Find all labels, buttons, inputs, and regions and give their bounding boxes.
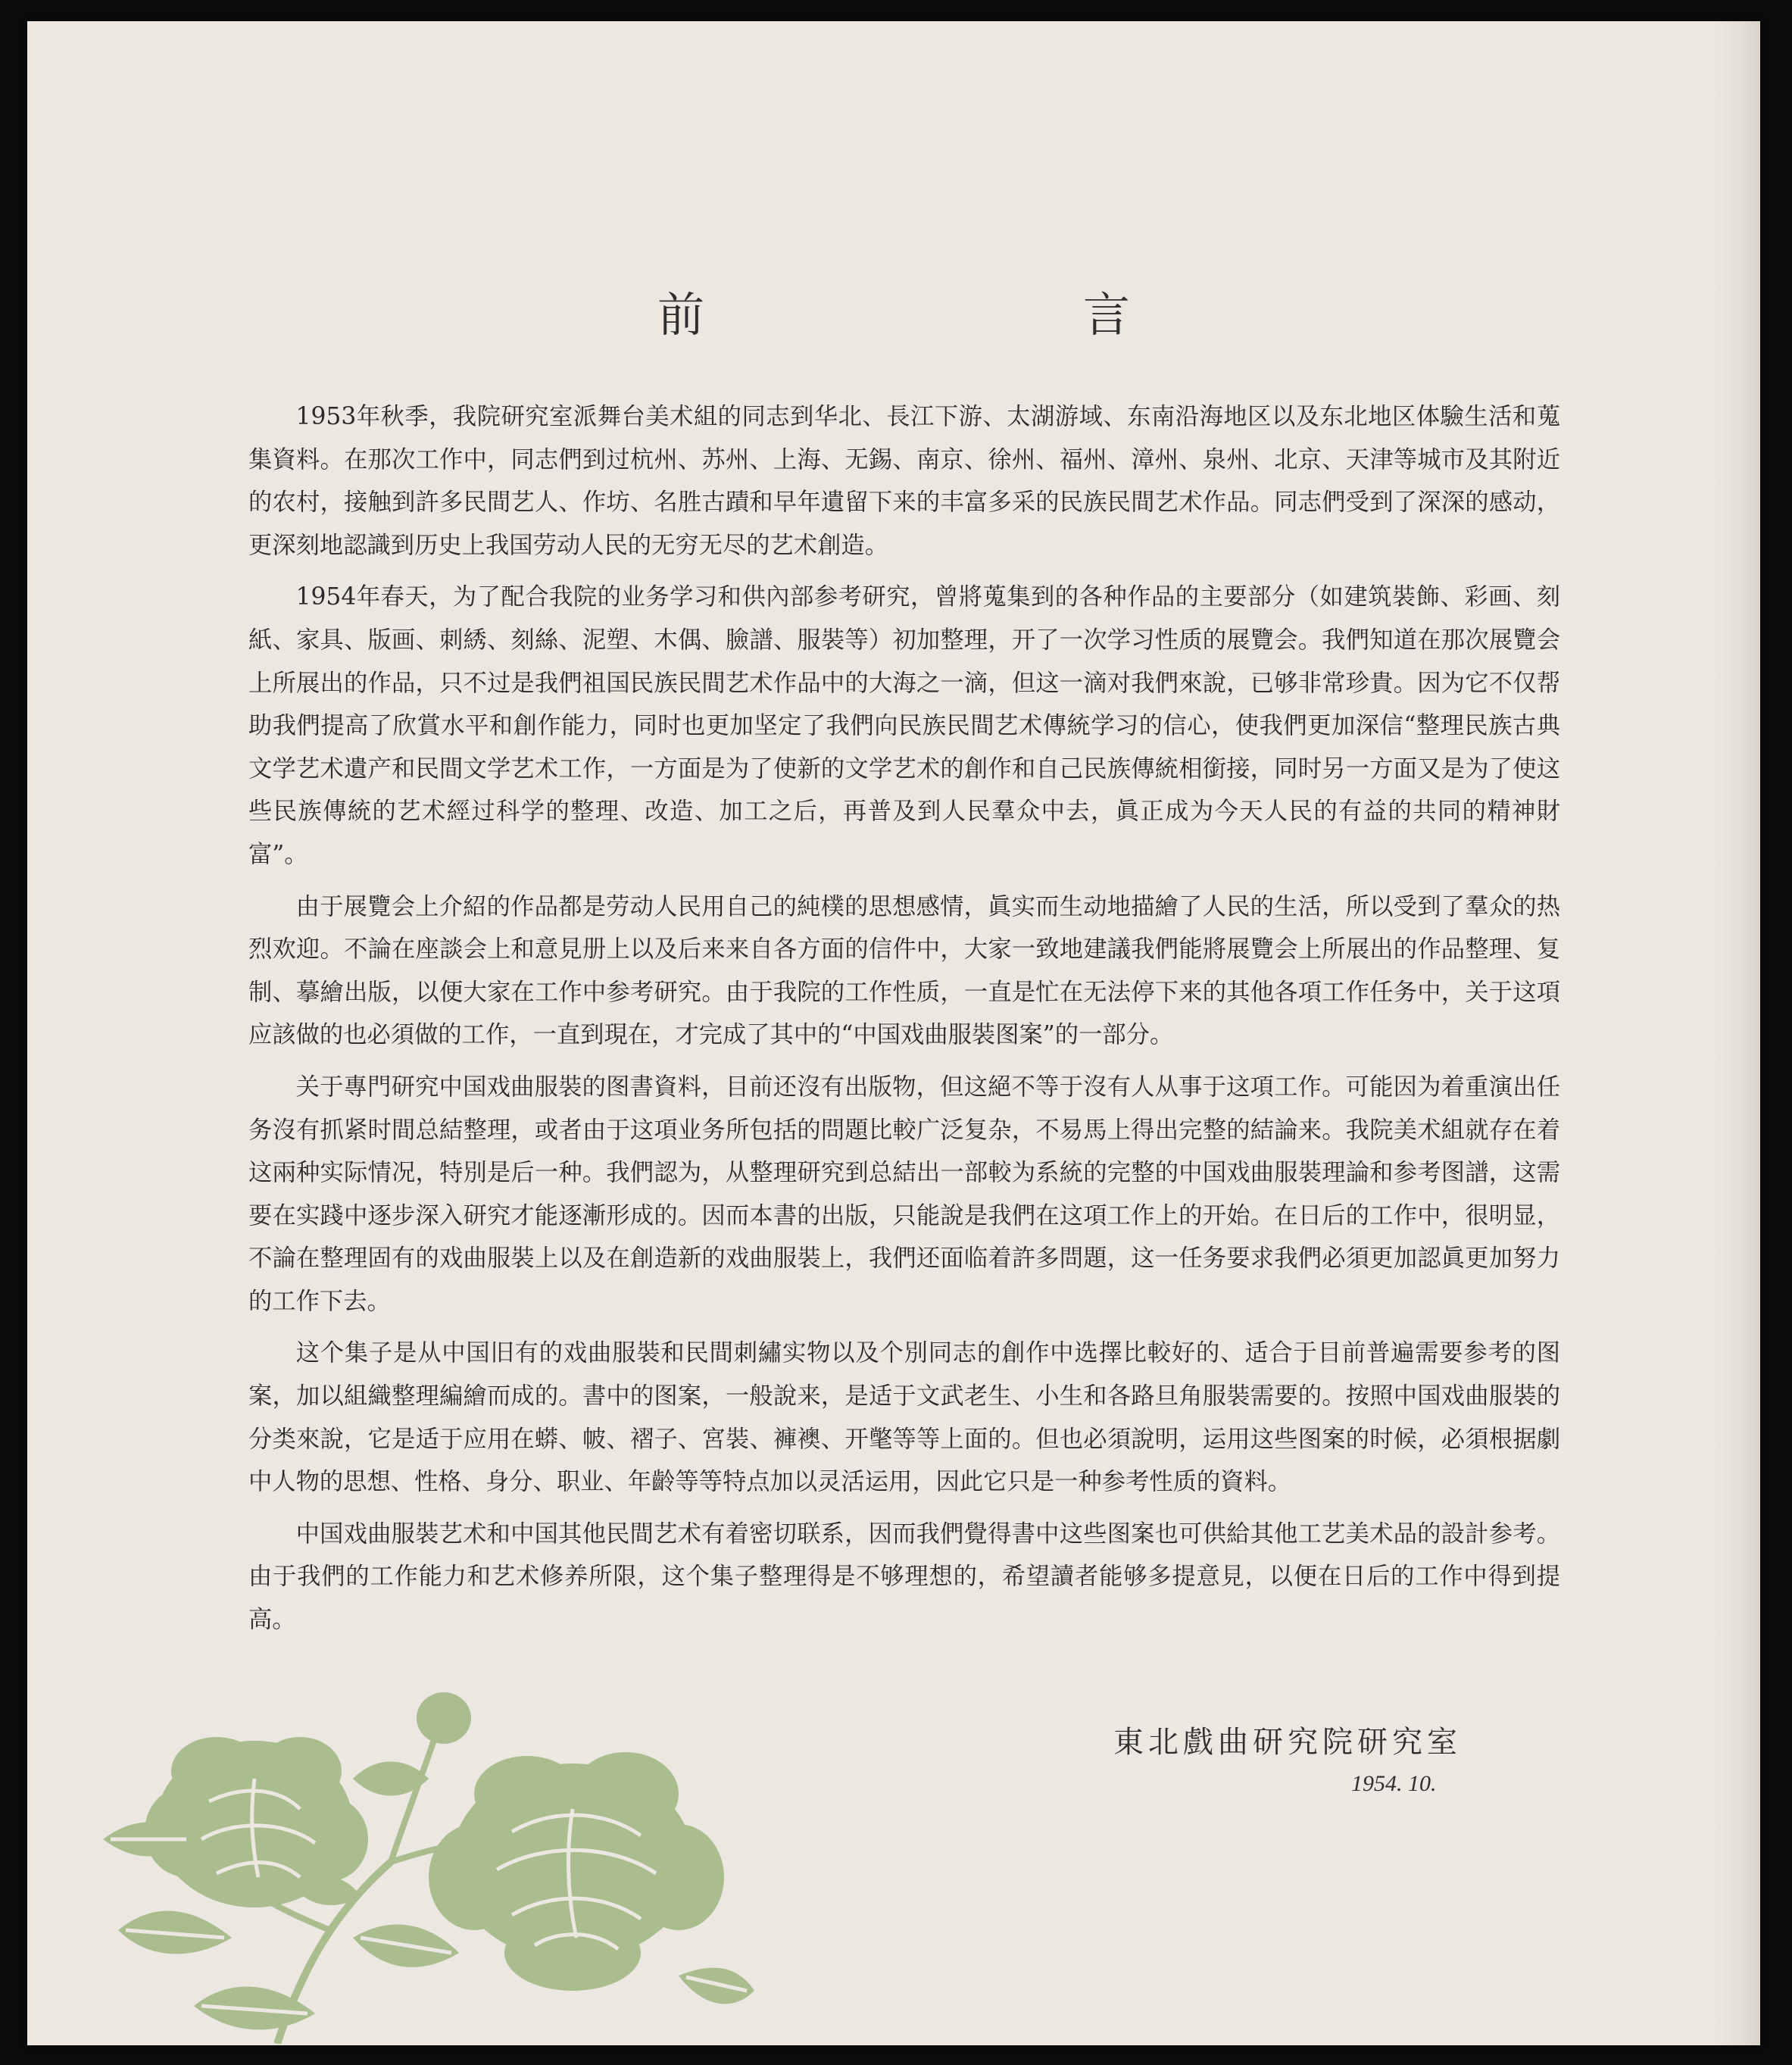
signature-date: 1954. 10. bbox=[1351, 1771, 1437, 1796]
paragraph-4: 关于專門研究中国戏曲服裝的图書資料，目前还沒有出版物，但这絕不等于沒有人从事于这項工作。可能因为着重演出任务沒有抓紧时間总結整理，或者由于这項业务所包括的問題比較广泛复杂，不易馬上得出完整的結論来。我院美术組就存在着这兩种实际情况，特別是后一种。我們認为，从整理研究到总結出一部較为系統的完整的中国戏曲服裝理論和参考图譜，这需要在实踐中逐步深入研究才能逐漸形成的。因而本書的出版，只能說是我們在这項工作上的开始。在日后的工作中，很明显，不論在整理固有的戏曲服裝上以及在創造新的戏曲服裝上，我們还面临着許多問題，这一任务要求我們必須更加認眞更加努力的工作下去。 bbox=[248, 1073, 1560, 1315]
paragraph-6: 中国戏曲服裝艺术和中国其他民間艺术有着密切联系，因而我們覺得書中这些图案也可供給其他工艺美术品的設計参考。由于我們的工作能力和艺术修养所限，这个集子整理得是不够理想的，希望讀者能够多提意見，以便在日后的工作中得到提高。 bbox=[248, 1520, 1560, 1634]
signature-organization: 東北戲曲研究院研究室 bbox=[1113, 1725, 1462, 1760]
paragraph-2: 1954年春天，为了配合我院的业务学习和供內部参考研究，曾將蒐集到的各种作品的主要部分（如建筑裝飾、彩画、刻紙、家具、版画、刺綉、刻絲、泥塑、木偶、臉譜、服裝等）初加整理，开了一次学习性质的展覽会。我們知道在那次展覽会上所展出的作品，只不过是我們祖国民族民間艺术作品中的大海之一滴，但这一滴对我們來說，已够非常珍貴。因为它不仅帮助我們提高了欣賞水平和創作能力，同时也更加坚定了我們向民族民間艺术傳統学习的信心，使我們更加深信“整理民族古典文学艺术遺产和民間文学艺术工作，一方面是为了使新的文学艺术的創作和自己民族傳統相銜接，同时另一方面又是为了使这些民族傳統的艺术經过科学的整理、改造、加工之后，再普及到人民羣众中去，眞正成为今天人民的有益的共同的精神財富”。 bbox=[248, 583, 1560, 868]
page-title: 前 言 bbox=[657, 287, 1312, 342]
paragraph-5: 这个集子是从中国旧有的戏曲服裝和民間刺繡实物以及个別同志的創作中选擇比較好的、适合于目前普遍需要参考的图案，加以組織整理編繪而成的。書中的图案，一般說来，是适于文武老生、小生和各路旦角服裝需要的。按照中国戏曲服裝的分类來說，它是适于应用在蟒、帔、褶子、宮裝、褲襖、开氅等等上面的。但也必須說明，运用这些图案的时候，必須根据劇中人物的思想、性格、身分、职业、年齡等等特点加以灵活运用，因此它只是一种参考性质的資料。 bbox=[248, 1339, 1560, 1496]
document-page bbox=[27, 21, 1760, 2045]
peony-flower-illustration bbox=[103, 1688, 754, 2044]
paragraph-3: 由于展覽会上介紹的作品都是劳动人民用自己的純樸的思想感情，眞实而生动地描繪了人民的生活，所以受到了羣众的热烈欢迎。不論在座談会上和意見册上以及后来来自各方面的信件中，大家一致地建議我們能將展覽会上所展出的作品整理、复制、摹繪出版，以便大家在工作中参考研究。由于我院的工作性质，一直是忙在无法停下来的其他各項工作任务中，关于这項应該做的也必須做的工作，一直到現在，才完成了其中的“中国戏曲服裝图案”的一部分。 bbox=[248, 892, 1560, 1049]
paragraph-1: 1953年秋季，我院研究室派舞台美术組的同志到华北、長江下游、太湖游域、东南沿海地区以及东北地区体驗生活和蒐集資料。在那次工作中，同志們到过杭州、苏州、上海、无錫、南京、徐州、福州、漳州、泉州、北京、天津等城市及其附近的农村，接触到許多民間艺人、作坊、名胜古蹟和早年遺留下来的丰富多采的民族民間艺术作品。同志們受到了深深的感动，更深刻地認識到历史上我国劳动人民的无穷无尽的艺术創造。 bbox=[248, 403, 1560, 559]
preface-body bbox=[248, 395, 1560, 1651]
